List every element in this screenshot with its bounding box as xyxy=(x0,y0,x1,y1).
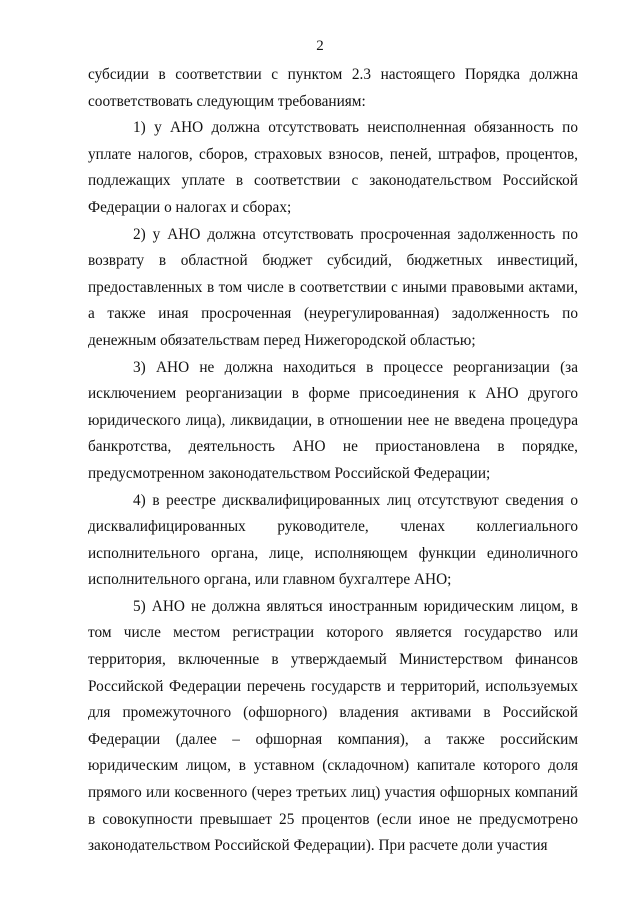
paragraph-item-2: 2) у АНО должна отсутствовать просроченная задолженность по возврату в областной бюджет субсидий, бюджетных инвестиций, предоставленных в том числе в соответствии с иными правовыми актами, а также иная просроченная (неурегулированная) задолженность по денежным обязательствам перед Нижегородской областью; xyxy=(88,225,578,349)
document-body xyxy=(88,62,578,860)
paragraph-intro: субсидии в соответствии с пунктом 2.3 настоящего Порядка должна соответствовать следующим требованиям: xyxy=(88,66,578,110)
paragraph-item-5: 5) АНО не должна являться иностранным юридическим лицом, в том числе местом регистрации которого является государство или территория, включенные в утверждаемый Министерством финансов Российской Федерации перечень государств и территорий, используемых для промежуточного (офшорного) владения активами в Российской Федерации (далее – офшорная компания), а также российским юридическим лицом, в уставном (складочном) капитале которого доля прямого или косвенного (через третьих лиц) участия офшорных компаний в совокупности превышает 25 процентов (если иное не предусмотрено законодательством Российской Федерации). При расчете доли участия xyxy=(88,597,578,855)
paragraph-item-1: 1) у АНО должна отсутствовать неисполненная обязанность по уплате налогов, сборов, страховых взносов, пеней, штрафов, процентов, подлежащих уплате в соответствии с законодательством Российской Федерации о налогах и сборах; xyxy=(88,119,578,216)
page-number: 2 xyxy=(316,38,324,54)
paragraph-item-3: 3) АНО не должна находиться в процессе реорганизации (за исключением реорганизации в форме присоединения к АНО другого юридического лица), ликвидации, в отношении нее не введена процедура банкротства, деятельность АНО не приостановлена в порядке, предусмотренном законодательством Российской Федерации; xyxy=(88,358,578,482)
paragraph-item-4: 4) в реестре дисквалифицированных лиц отсутствуют сведения о дисквалифицированных руководителе, членах коллегиального исполнительного органа, лице, исполняющем функции единоличного исполнительного органа, или главном бухгалтере АНО; xyxy=(88,491,578,589)
